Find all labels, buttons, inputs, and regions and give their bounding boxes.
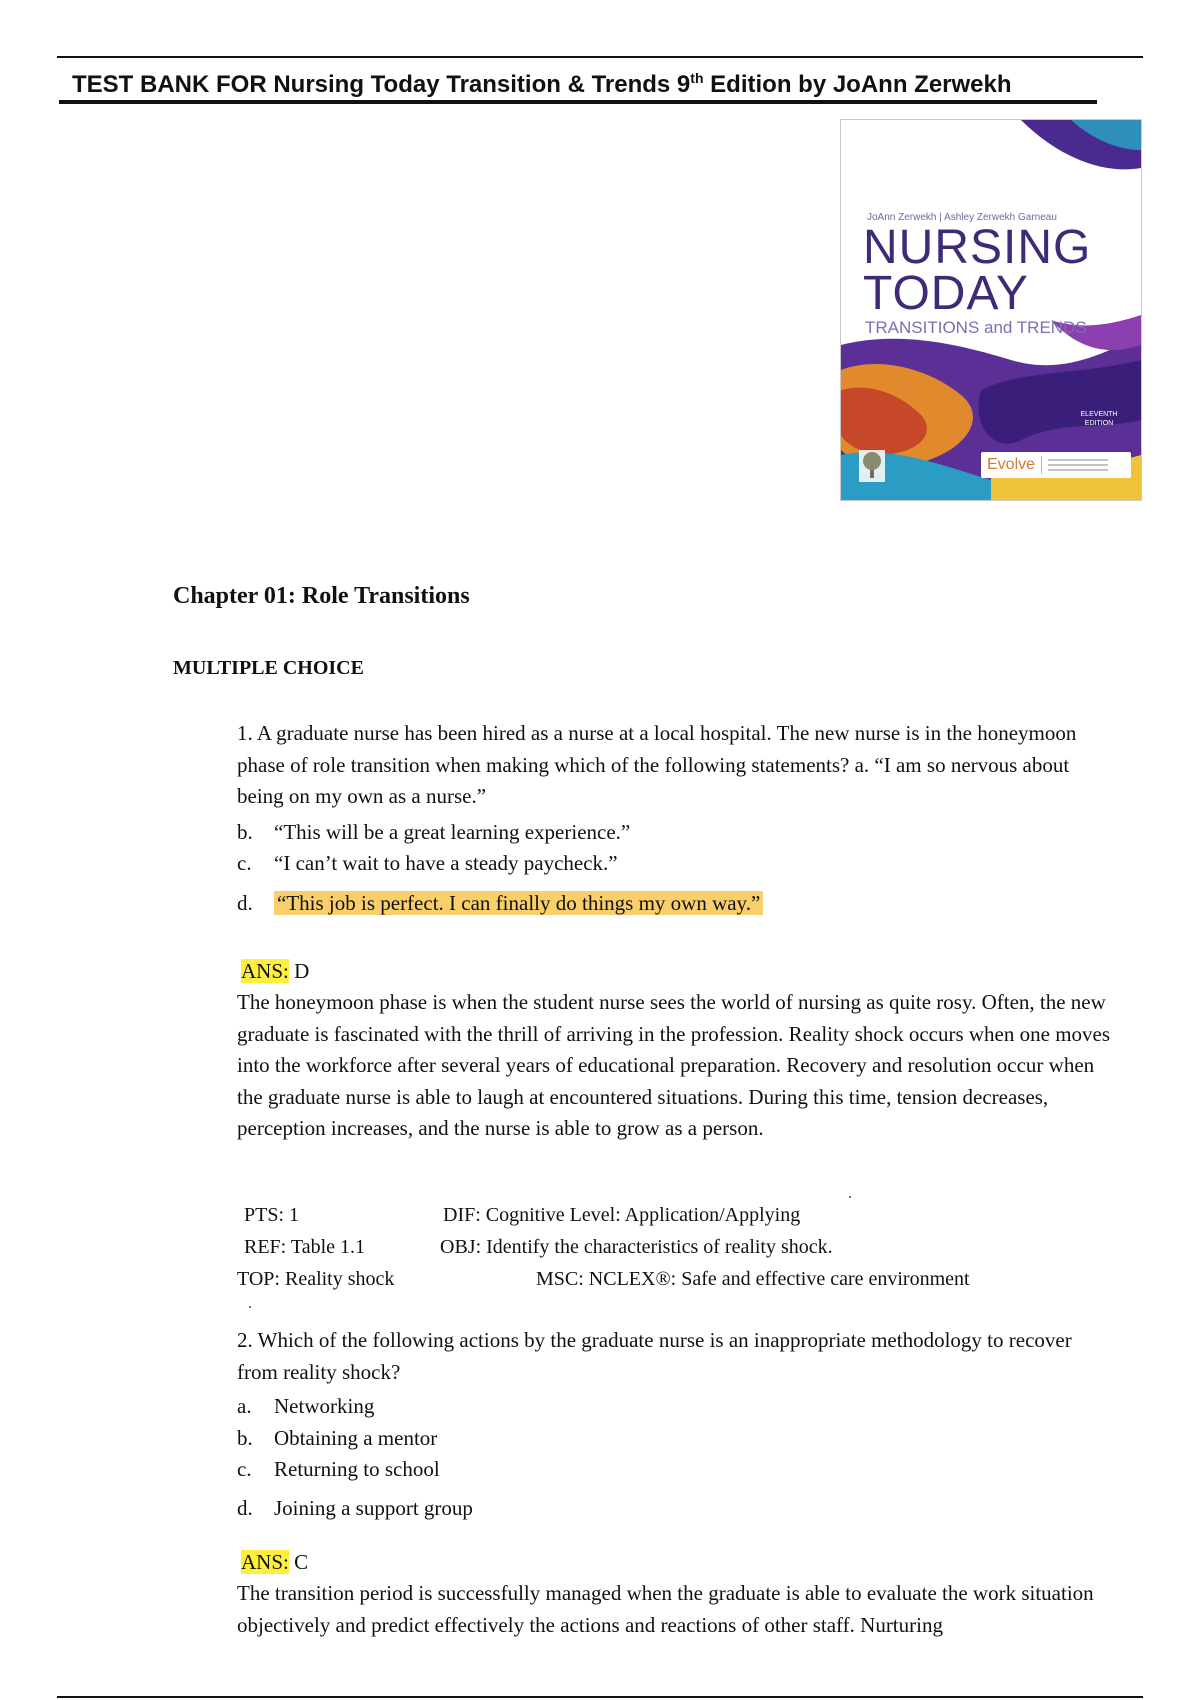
chapter-title: Chapter 01: Role Transitions xyxy=(173,583,470,609)
section-title: MULTIPLE CHOICE xyxy=(173,657,364,679)
question-2-rationale: The transition period is successfully managed when the graduate is able to evaluate the work situation objectively and predict effectively the actions and reactions of other staff. Nurturing xyxy=(237,1581,1094,1637)
evolve-logo: Evolve xyxy=(987,456,1036,473)
question-2-option-d: d. Joining a support group xyxy=(237,1496,473,1520)
question-2-option-c: c. Returning to school xyxy=(237,1457,440,1481)
highlighted-answer: “This job is perfect. I can finally do things my own way.” xyxy=(274,891,763,915)
question-2-option-a: a. Networking xyxy=(237,1394,375,1418)
bottom-rule xyxy=(57,1696,1143,1698)
question-1-option-d: d. “This job is perfect. I can finally do things my own way.” xyxy=(237,891,763,916)
question-1-obj: OBJ: Identify the characteristics of reality shock. xyxy=(440,1236,833,1258)
question-1-answer: ANS: D xyxy=(241,959,310,983)
question-1-stem: 1. A graduate nurse has been hired as a nurse at a local hospital. The new nurse is in the honeymoon phase of role transition when making which of the following statements? a. “I am so nervous about being on my own as a nurse.” xyxy=(237,721,1077,808)
elsevier-tree-icon xyxy=(859,450,885,482)
question-2-option-b: b. Obtaining a mentor xyxy=(237,1426,438,1450)
question-2-stem: 2. Which of the following actions by the graduate nurse is an inappropriate methodology to recover from reality shock? xyxy=(237,1328,1072,1384)
question-1-dif: DIF: Cognitive Level: Application/Applying xyxy=(443,1204,801,1226)
question-1-rationale: The honeymoon phase is when the student nurse sees the world of nursing as quite rosy. Often, the new graduate is fascinated with the thrill of arriving in the profession. Reality shock occurs when one moves into the workforce after several years of educational preparation. Recovery and resolution occur when the graduate nurse is able to laugh at encountered situations. During this time, tension decreases, perception increases, and the nurse is able to grow as a person. xyxy=(237,990,1111,1140)
cover-authors: JoAnn Zerwekh | Ashley Zerwekh Garneau xyxy=(867,212,1057,223)
question-1-option-b: b. “This will be a great learning experience.” xyxy=(237,820,631,844)
document-header: TEST BANK FOR Nursing Today Transition & Trends 9th Edition by JoAnn Zerwekh xyxy=(72,70,1012,98)
cover-edition: ELEVENTH EDITION xyxy=(1080,411,1118,427)
cover-title-line2: TODAY xyxy=(863,267,1029,320)
header-underline xyxy=(59,100,1097,104)
top-rule xyxy=(57,56,1143,58)
book-cover-image xyxy=(840,119,1142,501)
question-1-msc: MSC: NCLEX®: Safe and effective care environment xyxy=(536,1268,970,1290)
evolve-tagline xyxy=(1048,459,1108,471)
cover-subtitle: TRANSITIONS and TRENDS xyxy=(865,318,1087,337)
question-1-top: TOP: Reality shock xyxy=(237,1268,395,1290)
question-1-option-c: c. “I can’t wait to have a steady paycheck.” xyxy=(237,851,618,875)
cover-title-line1: NURSING xyxy=(863,221,1092,274)
question-1-pts: PTS: 1 xyxy=(244,1204,300,1226)
question-2-answer: ANS: C xyxy=(241,1550,309,1574)
evolve-badge xyxy=(981,452,1131,478)
question-1-ref: REF: Table 1.1 xyxy=(244,1236,366,1258)
